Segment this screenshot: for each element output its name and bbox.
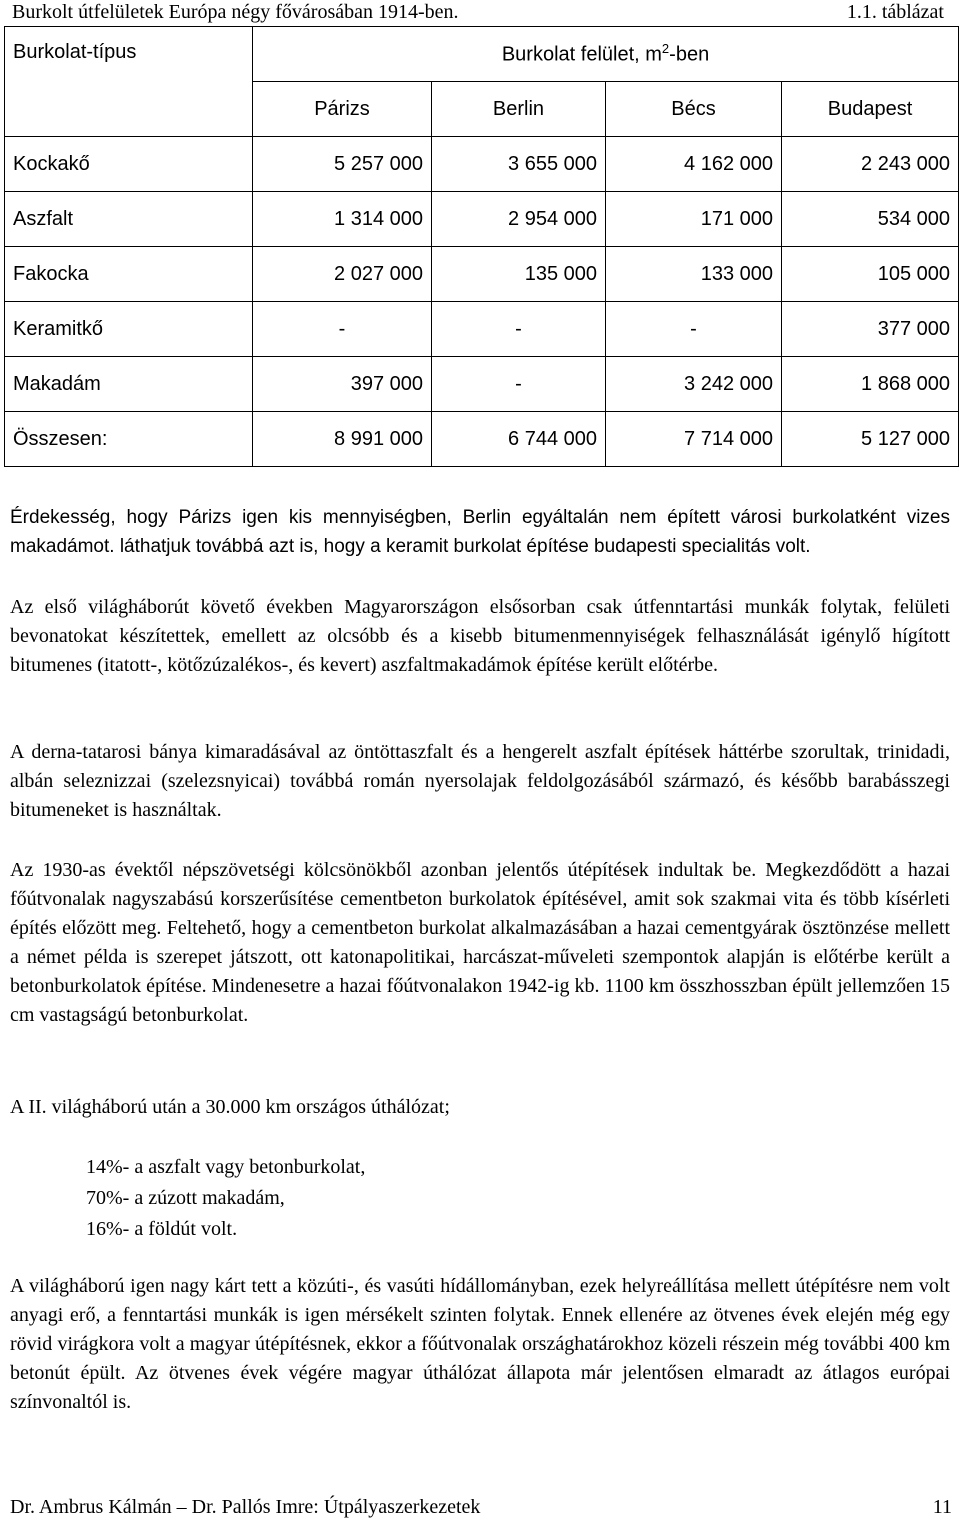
row-label: Aszfalt [5,192,253,247]
row-label: Fakocka [5,247,253,302]
table-cell: 135 000 [432,247,606,302]
paragraph-1: Érdekesség, hogy Párizs igen kis mennyiségben, Berlin egyáltalán nem épített városi burkolatként vizes makadámot. láthatjuk továbbá azt is, hogy a keramit burkolat építése budapesti specialitás volt. [10,507,950,557]
table-number: 1.1. táblázat [846,1,944,23]
network-composition-list [86,1152,365,1245]
city-header: Berlin [432,82,606,137]
table-caption [0,0,958,26]
table-cell: 133 000 [606,247,782,302]
table-cell: - [432,357,606,412]
table-cell: 5 257 000 [253,137,432,192]
page-number: 11 [932,1496,952,1518]
table-cell: 2 027 000 [253,247,432,302]
type-column-header: Burkolat-típus [5,27,253,137]
table-row [5,192,959,247]
table-cell: - [432,302,606,357]
footer-authors: Dr. Ambrus Kálmán – Dr. Pallós Imre: Útpályaszerkezetek [10,1496,481,1518]
paragraph-3: A derna-tatarosi bánya kimaradásával az öntöttaszfalt és a hengerelt aszfalt építések háttérbe szorultak, trinidadi, albán seleznizzai (szelezsnyicai) továbbá román nyersolajak feldolgozásából származó, és később barabásszegi bitumeneket is használtak. [10,741,950,821]
table-row [5,137,959,192]
row-label: Makadám [5,357,253,412]
table-cell: 377 000 [782,302,959,357]
paragraph-2: Az első világháborút követő években Magyarországon elsősorban csak útfenntartási munkák folytak, felületi bevonatokat készítettek, emellett az olcsóbb és a kisebb bitumenmennyiségek felhasználását igénylő hígított bitumenes (itatott-, kötőzúzalékos-, és kevert) aszfaltmakadámok építése került előtérbe. [10,596,950,676]
table-cell: 105 000 [782,247,959,302]
table-cell: 2 243 000 [782,137,959,192]
paragraph-5: A II. világháború után a 30.000 km országos úthálózat; [10,1096,450,1118]
row-label: Kockakő [5,137,253,192]
table-cell: 5 127 000 [782,412,959,467]
table-cell: 1 868 000 [782,357,959,412]
table-title: Burkolt útfelületek Európa négy fővárosában 1914-ben. [12,1,459,23]
table-cell: - [606,302,782,357]
paragraph-4: Az 1930-as évektől népszövetségi kölcsönökből azonban jelentős útépítések indultak be. Megkezdődött a hazai főútvonalak nagyszabású korszerűsítése cementbeton burkolatok építésével, amit sok szakmai vita és több kísérleti építés előzött meg. Feltehető, hogy a cementbeton burkolat alkalmazásában a hazai cementgyárak ösztönzése mellett a német példa is szerepet játszott, ott katonapolitikai, harcászat-műveleti szempontok alapján is előtérbe került a betonburkolatok építése. Mindenesetre a hazai főútvonalakon 1942-ig kb. 1100 km összhosszban épült jellemzően 15 cm vastagságú betonburkolat. [10,859,950,1026]
table-cell: 4 162 000 [606,137,782,192]
table-cell: 7 714 000 [606,412,782,467]
city-header: Párizs [253,82,432,137]
table-cell: 397 000 [253,357,432,412]
table-header-row [5,27,959,82]
surface-column-header: Burkolat felület, $m^2$-ben [253,27,959,82]
table-row [5,357,959,412]
table-total-row [5,412,959,467]
table-cell: - [253,302,432,357]
page-footer [10,1494,952,1520]
list-item: 70%- a zúzott makadám, [86,1187,285,1209]
pavement-surface-table [4,26,959,467]
row-label: Keramitkő [5,302,253,357]
table-cell: 534 000 [782,192,959,247]
table-cell: 6 744 000 [432,412,606,467]
table-cell: 3 242 000 [606,357,782,412]
city-header: Bécs [606,82,782,137]
table-cell: 8 991 000 [253,412,432,467]
list-item: 16%- a földút volt. [86,1218,238,1240]
row-label: Összesen: [5,412,253,467]
table-row [5,247,959,302]
table-cell: 3 655 000 [432,137,606,192]
table-row [5,302,959,357]
list-item: 14%- a aszfalt vagy betonburkolat, [86,1156,366,1178]
paragraph-6: A világháború igen nagy kárt tett a közúti-, és vasúti hídállományban, ezek helyreállítása mellett útépítésre nem volt anyagi erő, a fenntartási munkák is igen mérsékelt szinten folytak. Ennek ellenére az ötvenes évek elején még egy rövid virágkora volt a magyar útépítésnek, ekkor a főútvonalak országhatárokhoz közeli részein még további 400 km betonút épült. Az ötvenes évek végére magyar úthálózat állapota már jelentősen elmaradt az átlagos európai színvonaltól is. [10,1275,950,1413]
table-cell: 2 954 000 [432,192,606,247]
city-header: Budapest [782,82,959,137]
table-cell: 1 314 000 [253,192,432,247]
table-cell: 171 000 [606,192,782,247]
